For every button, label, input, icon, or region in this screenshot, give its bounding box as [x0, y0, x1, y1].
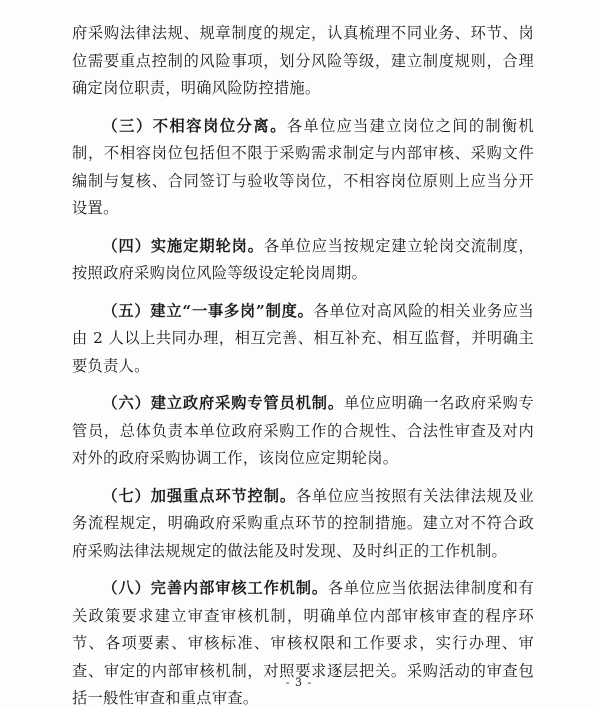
paragraph-incompatible-positions — [72, 113, 534, 223]
paragraph-heading: （七）加强重点环节控制。 — [102, 486, 297, 505]
paragraph-internal-review — [72, 575, 534, 713]
document-body — [72, 20, 534, 723]
paragraph-heading: （八）完善内部审核工作机制。 — [102, 579, 329, 597]
paragraph-continued — [72, 20, 534, 103]
paragraph-job-rotation — [72, 233, 534, 288]
paragraph-procurement-officer — [72, 390, 534, 473]
paragraph-key-control — [72, 483, 534, 566]
paragraph-body: 各单位应当建立岗位之间的制衡机制，不相容岗位包括但不限于采购需求制定与内部审核、采购文件编制与复核、合同签订与验收等岗位，不相容岗位原则上应当分开设置。 — [72, 116, 534, 217]
paragraph-heading: （五）建立“一事多岗”制度。 — [102, 301, 314, 320]
paragraph-body: 府采购法律法规、规章制度的规定，认真梳理不同业务、环节、岗位需要重点控制的风险事项，划分风险等级，建立制度规则，合理确定岗位职责，明确风险防控措施。 — [72, 24, 534, 97]
paragraph-body: 单位应明确一名政府采购专管员，总体负责本单位政府采购工作的合规性、合法性审查及对内对外的政府采购协调工作，该岗位应定期轮岗。 — [72, 394, 535, 467]
paragraph-body: 各单位对高风险的相关业务应当由 2 人以上共同办理，相互完善、相互补充、相互监督，并明确主要负责人。 — [72, 301, 535, 375]
paragraph-heading: （三）不相容岗位分离。 — [102, 116, 287, 135]
paragraph-heading: （四）实施定期轮岗。 — [102, 236, 264, 255]
paragraph-body: 各单位应当按照有关法律法规及业务流程规定，明确政府采购重点环节的控制措施。建立对不符合政府采购法律法规规定的做法能及时发现、及时纠正的工作机制。 — [72, 486, 535, 560]
paragraph-heading: （六）建立政府采购专管员机制。 — [102, 394, 345, 412]
paragraph-body: 各单位应当依据法律制度和有关政策要求建立审查审核机制，明确单位内部审核审查的程序环节、各项要素、审核标准、审核权限和工作要求，实行办理、审查、审定的内部审核机制，对照要求逐层把关。采购活动的审查包括一般性审查和重点审查。 — [72, 579, 534, 707]
paragraph-body: 各单位应当按规定建立轮岗交流制度，按照政府采购岗位风险等级设定轮岗周期。 — [72, 236, 535, 282]
page-number: - 3 - — [285, 676, 313, 689]
paragraph-multiple-posts — [72, 298, 534, 381]
